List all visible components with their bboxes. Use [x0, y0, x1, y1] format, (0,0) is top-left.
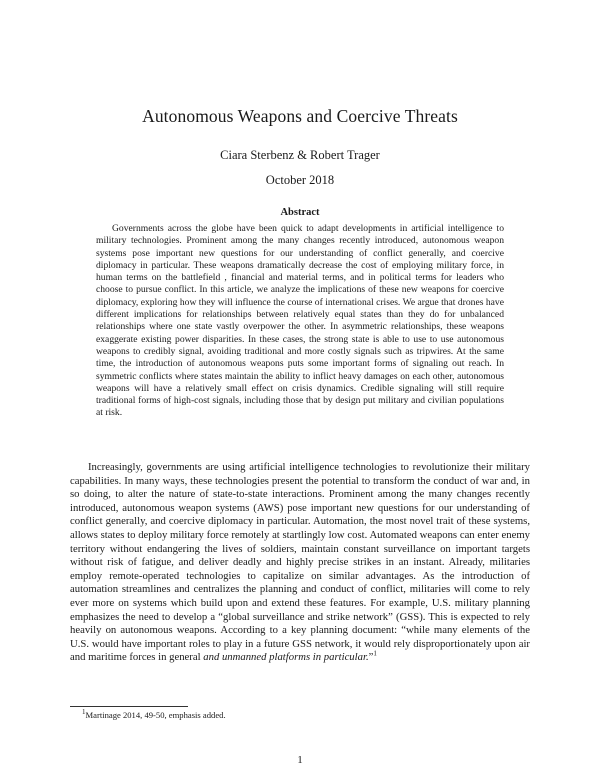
- abstract-text: Governments across the globe have been quick to adapt developments in artificial intelligence to military technologies. Prominent among the many changes recently introduced, autonomous weapon systems pose important new questions for our understanding of conflict generally, and coercive diplomacy in particular. These weapons dramatically decrease the cost of employing military force, in human terms on the battlefield , financial and material terms, and in political terms for leaders who choose to pursue conflict. In this article, we analyze the implications of these new weapons for coercive diplomacy, exploring how they will influence the course of international crises. We argue that drones have different implications for relationships between relatively equal states than they do for unbalanced relationships where one state vastly overpower the other. In asymmetric relationships, these weapons exaggerate existing power disparities. In these cases, the strong state is able to use to use autonomous weapons to credibly signal, avoiding traditional and more costly signals such as tripwires. At the same time, the introduction of autonomous weapons puts some important forms of signaling out reach. In symmetric conflicts where states maintain the ability to inflict heavy damages on each other, autonomous weapons will have a relatively small effect on crisis dynamics. Credible signaling will still require traditional forms of high-cost signals, including those that by design put military and civilian populations at risk.: [96, 223, 504, 419]
- page-number: 1: [297, 754, 303, 766]
- paper-authors: Ciara Sterbenz & Robert Trager: [220, 148, 380, 162]
- footnote-text: Martinage 2014, 49-50, emphasis added.: [85, 710, 226, 720]
- footnote-marker: 1: [82, 708, 86, 717]
- paper-date: October 2018: [265, 173, 335, 187]
- body-paragraph: [70, 461, 530, 665]
- footnote: [70, 710, 530, 721]
- body-text: Increasingly, governments are using artificial intelligence technologies to revolutionize their military capabilities. In many ways, these technologies present the potential to transform the conduct of war and, in so doing, to alter the nature of state-to-state interactions. Prominent among the many changes recently introduced, autonomous weapon systems (AWS) pose important new questions for our understanding of conflict generally, and coercive diplomacy in particular. Automation, the most novel trait of these systems, allows states to deploy military force remotely at startlingly low cost. Automated weapons can enter enemy territory without endangering the lives of soldiers, maintain constant surveillance on important targets without risk of fatigue, and deliver deadly and highly precise strikes in an instant. Already, militaries employ remote-operated technologies to capitalize on similar advantages. As the introduction of automation streamlines and centralizes the planning and conduct of conflict, militaries will come to rely ever more on systems which build upon and extend these features. For example, U.S. military planning emphasizes the need to develop a “global surveillance and strike network” (GSS). This is expected to rely heavily on autonomous weapons. According to a key planning document: “while many elements of the U.S. would have important roles to play in a future GSS network, it would rely disproportionately upon air and maritime forces in general: [70, 461, 530, 664]
- body-close-quote: ”: [368, 651, 374, 664]
- paper-title: Autonomous Weapons and Coercive Threats: [142, 106, 458, 126]
- body-emphasis: and unmanned platforms in particular.: [203, 651, 369, 664]
- footnote-ref[interactable]: 1: [373, 649, 377, 658]
- abstract-heading: Abstract: [280, 207, 320, 218]
- footnote-divider: [70, 706, 188, 707]
